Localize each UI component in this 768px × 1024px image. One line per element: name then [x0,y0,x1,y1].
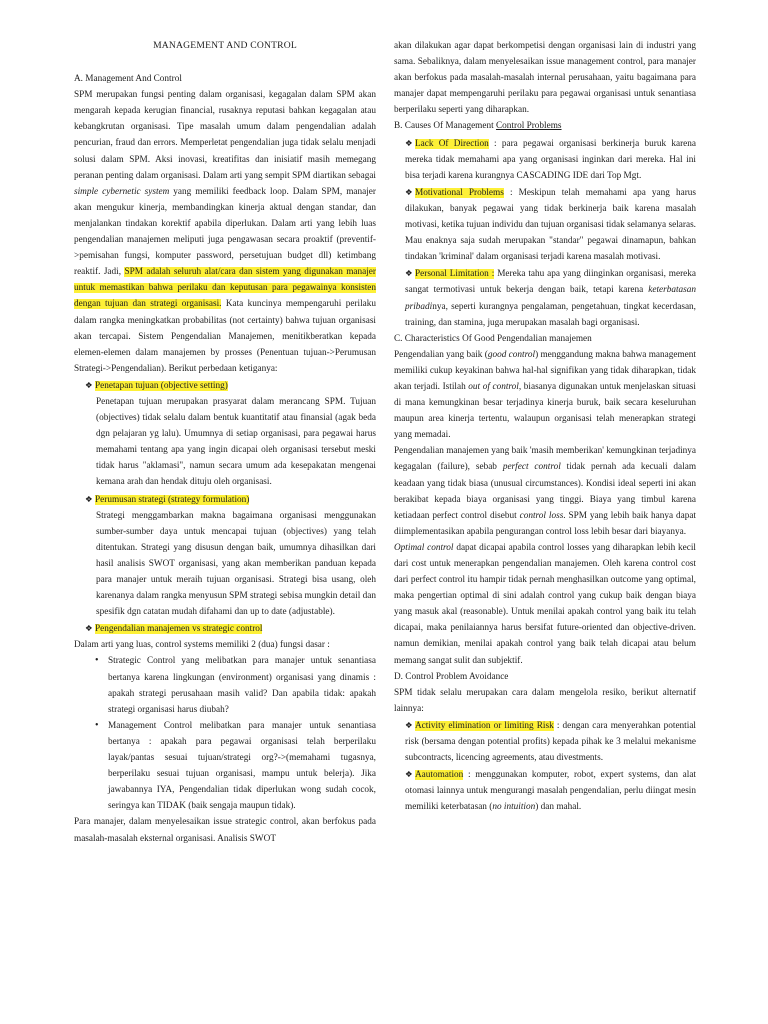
highlighted-label: Perumusan strategi (strategy formulation) [95,494,250,505]
section-a-paragraph [74,87,376,377]
section-d-intro: SPM tidak selalu merupakan cara dalam mengelola resiko, berikut alternatif lainnya: [394,687,696,714]
right-column [394,38,696,816]
diamond-bullet-icon: ❖ [405,769,413,780]
bullet-objective-setting [74,377,376,394]
bullet-strategy-formulation [74,491,376,508]
strategy-formulation-text: Strategi menggambarkan makna bagaimana organisasi menggunakan sumber-sumber daya untuk mencapai tujuan (objectives) yang telah ditentukan. Strategi yang disusun dengan baik, umumnya dihasilkan dari hasil analisis SWOT organisasi, yang akan memberikan panduan kepada para manajer untuk meraih tujuan organisasi. Strategi bisa usang, oleh karenanya dalam rangka menyusun SPM strategi sebisa mungkin detail dan spesifik dgn catatan mudah difahami dan up to date (adjustable). [96,510,376,618]
italic-term: perfect control [502,462,561,473]
text: : menggunakan komputer, robot, expert systems, dan alat otomasi lainnya untuk mengurangi masalah pengendalian, perlu diingat mesin memiliki keterbatasan ( [405,770,696,813]
diamond-bullet-icon: ❖ [85,493,93,504]
heading-text: B. Causes Of Management [394,121,494,132]
diamond-bullet-icon: ❖ [85,379,93,390]
text: ) dan mahal. [535,802,582,813]
text: , biasanya digunakan untuk menjelaskan situasi di mana kemungkinan besar terjadinya kinerja buruk, baik secara keseluruhan maupun area kinerja tertentu, walaupun organisasi telah menerapkan strategi yang memadai. [394,381,696,441]
list-item-management-control: • Management Control melibatkan para manajer untuk senantiasa bertanya : apakah para pegawai organisasi telah berperilaku layak/pantas sesuai tujuan/strategi org?->(memahami tugasnya, berperilaku sesuai tujuan organisasi, mampu untuk belerja). Jika jawabannya IYA, Pengendalian tidak diperlukan wong sudah cocok, seringya kan TIDAK (baik sengaja maupun tidak). [108,718,376,815]
highlighted-label: Lack Of Direction [415,138,489,149]
diamond-bullet-icon: ❖ [405,719,413,730]
heading-underlined: Control Problems [496,121,562,132]
text: . SPM yang lebih baik hanya dapat diimplementasikan apabila pengurangan control loss lebih besar dari biayanya. [394,510,697,537]
section-c-paragraph-3 [394,540,696,669]
avoidance-activity-elimination [394,717,696,766]
text: : para pegawai organisasi berkinerja buruk karena mereka tidak memahami apa yang organisasi inginkan dari mereka. Hal ini bisa terjadi karena kurangnya CASCADING IDE dari Top Mgt. [405,138,697,181]
text: dapat dicapai apabila control losses yang diharapkan lebih kecil dari cost untuk menerapkan pengendalian manajemen. Oleh karena control cost dari perfect control itu hampir tidak pernah menghasilkan outcome yang optimal, maka pengertian optimal di sini adalah control yang cukup baik dengan biaya yang masuk akal (reasonable). Untuk menilai apakah control yang baik itu telah dicapai, maka penilaiannya harus bersifat future-oriented dan objective-driven. namun demikian, menilai apakah control yang baik telah dicapai atau belum memang sangat sulit dan subjektif. [394,542,697,666]
list-item-strategic-control: • Strategic Control yang melibatkan para manajer untuk senantiasa bertanya karena lingkungan (environment) organisasi yang dinamis : apakah strategi perusahaan masih valid? Dan apabila tidak: apakah strategi organisasi harus diubah? [108,653,376,717]
highlighted-label: Penetapan tujuan (objective setting) [95,380,228,391]
text: nya, seperti kurangnya pengalaman, pengetahuan, tingkat kecerdasan, training, dan stamina, juga merupakan masalah bagi organisasi. [405,301,696,328]
bullet-strategic-control [74,620,376,637]
text: tidak pernah ada kecuali dalam keadaan yang tidak biasa (unusual circumstances). Kondisi ideal seperti ini akan berakibat kepada biaya organisasi yang tinggi. Biaya yang timbul karena ketiadaan perfect control disebut [394,462,697,521]
section-b-heading [394,118,696,134]
highlighted-label: Personal Limitation : [415,269,495,280]
diamond-bullet-icon: ❖ [85,623,93,634]
diamond-bullet-icon: ❖ [405,186,413,197]
text: Kata kuncinya mempengaruhi perilaku dalam rangka meningkatkan probabilitas (not certainty) bahwa tujuan organisasi akan tercapai. Sistem Pengendalian Manajemen, menitikberatkan kepada elemen-elemen dalam manajemen by prosses (Penentuan tujuan->Perumusan Strategi->Pengendalian). Berikut perbedaan ketiganya: [74,299,377,374]
italic-term: out of control [468,381,519,392]
cause-personal-limitation [394,265,696,330]
italic-term: keterbatasan pribadi [405,285,697,312]
text: yang memiliki feedback loop. Dalam SPM, manajer akan mengukur kinerja, membandingkan kinerja aktual dengan standar, dan menjalankan tindakan korektif apabila diperlukan. Dalam arti yang lebih luas pengendalian manajemen meliputi juga pengawasan secara proaktif (preventif->pemisahan fungsi, komputer password, persetujuan budget dll) ketimbang reaktif. Jadi, [74,186,376,278]
italic-term: Optimal control [394,542,454,553]
text: Pengendalian manajemen yang baik 'masih memberikan' kemungkinan terjadinya kegagalan (failure), sebab [394,446,696,473]
diamond-bullet-icon: ❖ [405,137,413,148]
italic-term: control loss [519,510,564,521]
objective-setting-text: Penetapan tujuan merupakan prasyarat dalam merancang SPM. Tujuan (objectives) tidak selalu dalam bentuk kuantitatif atau finansial (agak beda dgn pelajaran yg lalu). Umumnya di setiap organisasi, para pegawai harus memahami tentang apa yang ingin dicapai oleh organisasi tersebut meski tidak harus "aklamasi", namun secara umum ada kesepakatan mengenai kemana arah dan hendak dituju oleh organisasi. [96,396,376,488]
section-c-heading: C. Characteristics Of Good Pengendalian manajemen [394,333,592,344]
italic-term: no intuition [492,802,536,813]
text: : dengan cara menyerahkan potential risk (bersama dengan potential profits) kepada pihak ke 3 melalui mekanisme subcontracts, licencing agreements, atau divestments. [405,720,696,764]
section-d-heading: D. Control Problem Avoidance [394,671,509,682]
section-a-heading: A. Management And Control [74,74,182,85]
highlighted-definition: SPM adalah seluruh alat/cara dan sistem yang digunakan manajer untuk memastikan bahwa perilaku dan keputusan para pegawainya konsisten dengan tujuan dan strategi organisasi. [74,267,376,310]
highlighted-label: Activity elimination or limiting Risk [415,720,554,731]
italic-term: simple cybernetic system [74,186,170,197]
cause-lack-of-direction [394,135,696,184]
highlighted-label: Aautomation [415,770,464,781]
left-column [74,38,376,847]
control-systems-intro: Dalam arti yang luas, control systems memiliki 2 (dua) fungsi dasar : [74,640,330,651]
cause-motivational-problems [394,184,696,265]
continued-paragraph: akan dilakukan agar dapat berkompetisi dengan organisasi lain di industri yang sama. Sebaliknya, dalam menyelesaikan issue management control, para manajer akan berfokus pada masalah-masalah internal perusahaan, yaitu bagaimana para manajer dapat mempengaruhi perilaku para pegawai organisasi untuk senantiasa berperilaku seperti yang diharapkan. [394,41,696,116]
text: SPM merupakan fungsi penting dalam organisasi, kegagalan dalam SPM akan mengarah kepada kerugian financial, rusaknya reputasi bahkan kegagalan atau kebangkrutan organisasi. Tipe masalah umum dalam pengendalian adalah pencurian, fraud dan errors. Memperletat pengendalian juga tidak selalu menjadi solusi dalam SPM. Aksi inovasi, kreatifitas dan inisiatif masih memegang peranan penting dalam organisasi. Dalam arti yang sempit SPM diartikan sebagai [74,90,376,181]
text: Pengendalian yang baik ( [394,349,488,360]
document-title: MANAGEMENT AND CONTROL [153,40,297,51]
avoidance-automation [394,766,696,815]
closing-paragraph: Para manajer, dalam menyelesaikan issue strategic control, akan berfokus pada masalah-masalah eksternal organisasi. Analisis SWOT [74,817,376,844]
text: Mereka tahu apa yang diinginkan organisasi, mereka sangat termotivasi untuk bekerja dengan baik, tetapi karena [405,269,696,296]
section-c-paragraph-1 [394,347,696,444]
control-functions-list [74,653,376,814]
italic-term: good control [487,349,536,360]
text: : Meskipun telah memahami apa yang harus dilakukan, banyak pegawai yang tidak berkinerja baik karena masalah motivasi, ketika tujuan individu dan tujuan organisasi tidak selamanya selaras. Mau enaknya saja sudah merupakan "standar" pegawai dinamapun, bahkan tindakan 'kriminal' dalam organisasi terjadi karena masalah motivasi. [405,187,697,263]
text: ) menggandung makna bahwa management memiliki cukup keyakinan bahwa hal-hal signifikan yang tidak diharapkan, tidak akan terjadi. Istilah [394,349,696,392]
highlighted-label: Motivational Problems [415,187,504,198]
section-c-paragraph-2 [394,443,696,540]
highlighted-label: Pengendalian manajemen vs strategic control [95,624,263,635]
diamond-bullet-icon: ❖ [405,268,413,279]
